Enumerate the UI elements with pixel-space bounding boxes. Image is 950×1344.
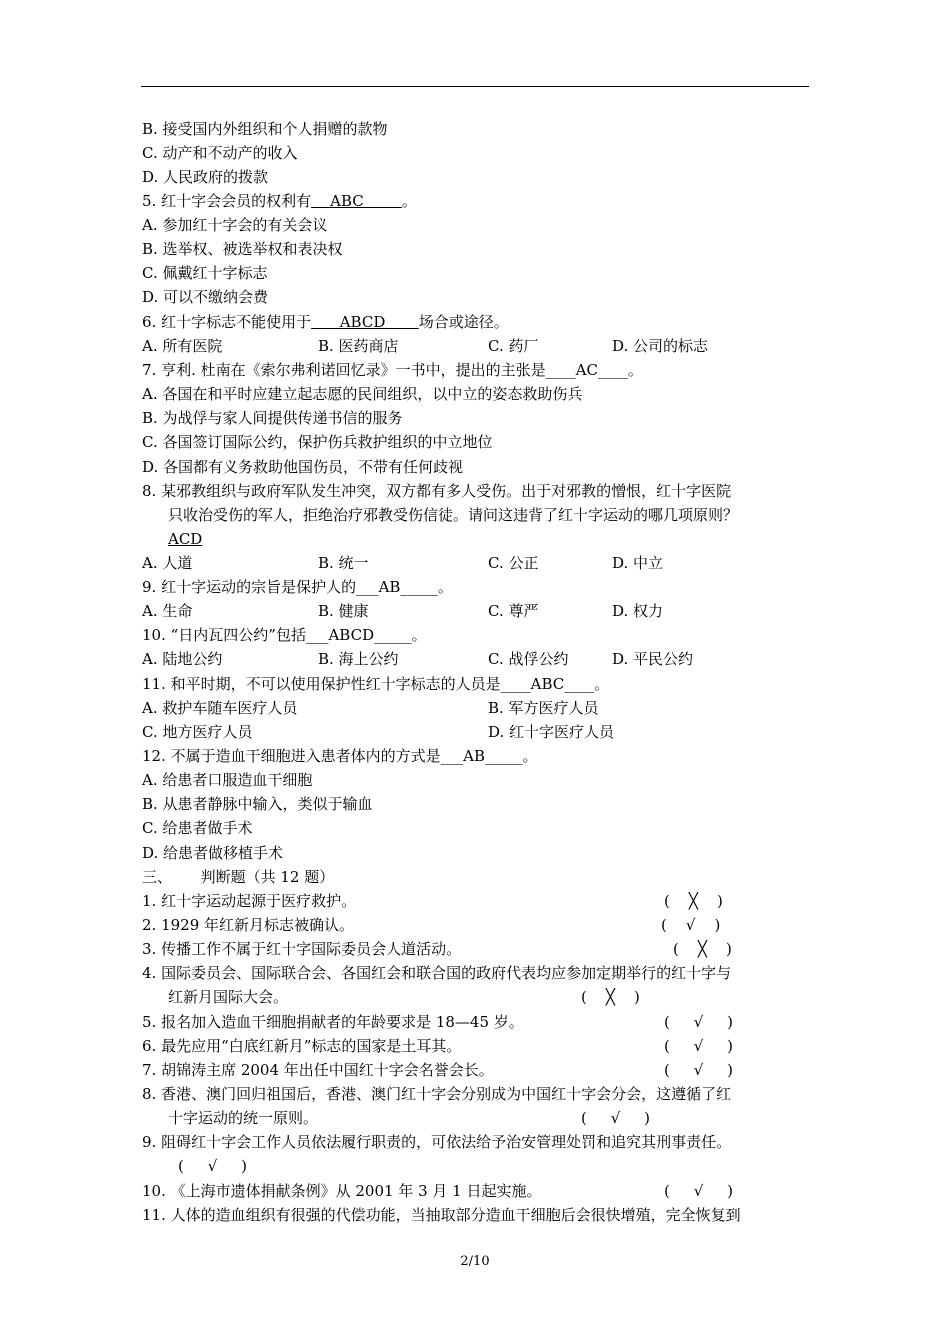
judgment-line: 5. 报名加入造血干细胞捐献者的年龄要求是 18—45 岁。 <box>142 1013 524 1031</box>
mc-option: A. 所有医院 <box>142 337 223 355</box>
mc-option: D. 公司的标志 <box>612 337 709 355</box>
question-line: 12. 不属于造血干细胞进入患者体内的方式是___AB_____。 <box>142 747 538 765</box>
header-rule <box>141 86 809 87</box>
question-line: B. 为战俘与家人间提供传递书信的服务 <box>142 409 403 427</box>
question-line: D. 人民政府的拨款 <box>142 168 269 186</box>
question-line: C. 动产和不动产的收入 <box>142 144 298 162</box>
mc-option: B. 医药商店 <box>318 337 399 355</box>
judgment-line: 8. 香港、澳门回归祖国后，香港、澳门红十字会分别成为中国红十字会分会，这遵循了红 <box>142 1085 732 1103</box>
judgment-line: 红新月国际大会。 <box>168 988 289 1006</box>
mc-option: B. 海上公约 <box>318 650 399 668</box>
question-line: D. 各国都有义务救助他国伤员，不带有任何歧视 <box>142 458 464 476</box>
answer-blank: ABC <box>311 192 402 210</box>
question-line: B. 从患者静脉中输入，类似于输血 <box>142 795 373 813</box>
mc-option: B. 军方医疗人员 <box>488 699 599 717</box>
question-line <box>142 312 509 332</box>
question-line: C. 各国签订国际公约，保护伤兵救护组织的中立地位 <box>142 433 493 451</box>
judgment-line: 1. 红十字运动起源于医疗救护。 <box>142 892 357 910</box>
answer-mark: ( ╳ ) <box>664 892 723 910</box>
mc-option: A. 陆地公约 <box>142 650 223 668</box>
mc-option: D. 平民公约 <box>612 650 694 668</box>
judgment-line: 2. 1929 年红新月标志被确认。 <box>142 916 355 934</box>
mc-option: C. 战俘公约 <box>488 650 569 668</box>
judgment-line: 4. 国际委员会、国际联合会、各国红会和联合国的政府代表均应参加定期举行的红十字与 <box>142 964 732 982</box>
mc-option: C. 公正 <box>488 554 539 572</box>
answer-mark: ( ╳ ) <box>581 988 640 1006</box>
question-line <box>168 529 202 549</box>
answer-mark: ( √ ) <box>664 1013 733 1031</box>
question-line: 只收治受伤的军人，拒绝治疗邪教受伤信徒。请问这违背了红十字运动的哪几项原则？ <box>168 506 739 524</box>
mc-option: D. 权力 <box>612 602 664 620</box>
answer-mark: ( √ ) <box>661 916 721 934</box>
mc-option: C. 地方医疗人员 <box>142 723 253 741</box>
judgment-line: 十字运动的统一原则。 <box>168 1109 319 1127</box>
question-text: 5. 红十字会会员的权利有 <box>142 192 312 210</box>
question-line: 7. 亨利. 杜南在《索尔弗利诺回忆录》一书中，提出的主张是____AC____。 <box>142 361 643 379</box>
question-line: A. 给患者口服造血干细胞 <box>142 771 313 789</box>
question-line: B. 选举权、被选举权和表决权 <box>142 240 343 258</box>
judgment-line: 6. 最先应用“白底红新月”标志的国家是土耳其。 <box>142 1037 462 1055</box>
answer-mark: ( ╳ ) <box>673 940 732 958</box>
question-line: D. 可以不缴纳会费 <box>142 288 269 306</box>
question-line: 9. 红十字运动的宗旨是保护人的___AB_____。 <box>142 578 453 596</box>
question-line: D. 给患者做移植手术 <box>142 844 284 862</box>
judgment-line: 7. 胡锦涛主席 2004 年出任中国红十字会名誉会长。 <box>142 1061 494 1079</box>
judgment-line: 11. 人体的造血组织有很强的代偿功能，当抽取部分造血干细胞后会很快增殖，完全恢复到 <box>142 1206 741 1224</box>
question-line: C. 给患者做手术 <box>142 819 253 837</box>
question-text: 。 <box>401 192 417 210</box>
question-line: A. 各国在和平时应建立起志愿的民间组织，以中立的姿态救助伤兵 <box>142 385 583 403</box>
answer-mark: ( √ ) <box>664 1061 733 1079</box>
mc-option: A. 生命 <box>142 602 193 620</box>
answer-mark: ( √ ) <box>664 1037 733 1055</box>
answer-mark: ( √ ) <box>178 1157 247 1175</box>
question-line <box>142 191 417 211</box>
mc-option: B. 统一 <box>318 554 369 572</box>
page-number: 2/10 <box>460 1254 490 1269</box>
mc-option: C. 药厂 <box>488 337 539 355</box>
answer-blank: ABCD <box>311 313 419 331</box>
mc-option: A. 人道 <box>142 554 193 572</box>
judgment-line: 3. 传播工作不属于红十字国际委员会人道活动。 <box>142 940 462 958</box>
judgment-line: 10. 《上海市遗体捐献条例》从 2001 年 3 月 1 日起实施。 <box>142 1182 542 1200</box>
question-text: 6. 红十字标志不能使用于 <box>142 313 312 331</box>
answer-mark: ( √ ) <box>581 1109 650 1127</box>
answer-blank: ACD <box>168 530 203 548</box>
question-line: 10. “日内瓦四公约”包括___ABCD_____。 <box>142 626 427 644</box>
mc-option: C. 尊严 <box>488 602 539 620</box>
question-line: 11. 和平时期，不可以使用保护性红十字标志的人员是____ABC____。 <box>142 675 610 693</box>
question-line: 8. 某邪教组织与政府军队发生冲突，双方都有多人受伤。出于对邪教的憎恨，红十字医院 <box>142 482 732 500</box>
question-text: 场合或途径。 <box>418 313 509 331</box>
mc-option: D. 中立 <box>612 554 664 572</box>
section-heading: 三、 判断题（共 12 题） <box>142 868 335 886</box>
answer-mark: ( √ ) <box>664 1182 733 1200</box>
judgment-line: 9. 阻碍红十字会工作人员依法履行职责的，可依法给予治安管理处罚和追究其刑事责任。 <box>142 1133 732 1151</box>
mc-option: B. 健康 <box>318 602 369 620</box>
mc-option: A. 救护车随车医疗人员 <box>142 699 298 717</box>
mc-option: D. 红十字医疗人员 <box>488 723 615 741</box>
question-line: B. 接受国内外组织和个人捐赠的款物 <box>142 120 388 138</box>
question-line: A. 参加红十字会的有关会议 <box>142 216 328 234</box>
question-line: C. 佩戴红十字标志 <box>142 264 268 282</box>
